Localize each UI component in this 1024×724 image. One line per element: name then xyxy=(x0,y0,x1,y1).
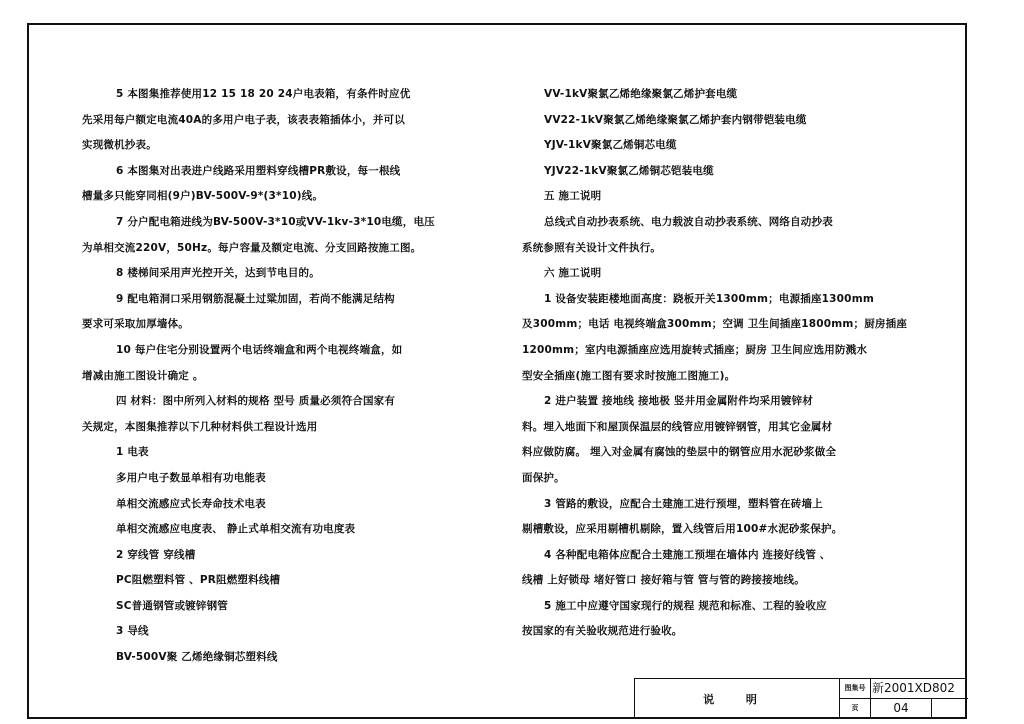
text-line: 实现微机抄表。 xyxy=(82,139,157,152)
text-line: 面保护。 xyxy=(522,471,565,484)
text-line: 线槽 上好锁母 堵好管口 接好箱与管 管与管的跨接接地线。 xyxy=(522,574,805,587)
text-line: 5 施工中应遵守国家现行的规程 规范和标准、工程的验收应 xyxy=(544,599,827,612)
text-line: 2 进户装置 接地线 接地极 竖井用金属附件均采用镀锌材 xyxy=(544,395,814,408)
text-line: 为单相交流220V，50Hz。每户容量及额定电流、分支回路按施工图。 xyxy=(82,241,422,254)
text-line: 总线式自动抄表系统、电力载波自动抄表系统、网络自动抄表 xyxy=(544,215,833,228)
text-line: 3 导线 xyxy=(116,625,149,638)
text-line: YJV-1kV聚氯乙烯铜芯电缆 xyxy=(544,139,677,152)
atlas-number-value: 新2001XD802 xyxy=(871,679,968,699)
text-line: VV22-1kV聚氯乙烯绝缘聚氯乙烯护套内钢带铠装电缆 xyxy=(544,113,807,126)
text-line: 增减由施工图设计确定 。 xyxy=(82,369,204,382)
title-block xyxy=(634,678,967,719)
text-line: 系统参照有关设计文件执行。 xyxy=(522,241,662,254)
text-line: 1 电表 xyxy=(116,446,149,459)
text-line: BV-500V聚 乙烯绝缘铜芯塑料线 xyxy=(116,651,278,664)
text-line: 4 各种配电箱体应配合土建施工预埋在墙体内 连接好线管 、 xyxy=(544,548,831,561)
text-line: 料。埋入地面下和屋顶保温层的线管应用镀锌钢管，用其它金属材 xyxy=(522,420,833,433)
text-line: PC阻燃塑料管 、PR阻燃塑料线槽 xyxy=(116,574,281,587)
text-line: 多用户电子数显单相有功电能表 xyxy=(116,471,266,484)
text-line: 2 穿线管 穿线槽 xyxy=(116,548,196,561)
text-line: 及300mm；电话 电视终端盒300mm；空调 卫生间插座1800mm；厨房插座 xyxy=(522,318,908,331)
text-line: 六 施工说明 xyxy=(544,267,602,280)
text-line: YJV22-1kV聚氯乙烯铜芯铠装电缆 xyxy=(544,164,714,177)
text-line: VV-1kV聚氯乙烯绝缘聚氯乙烯护套电缆 xyxy=(544,88,738,100)
text-line: 7 分户配电箱进线为BV-500V-3*10或VV-1kv-3*10电缆，电压 xyxy=(116,215,435,228)
text-line: 单相交流感应电度表、 静止式单相交流有功电度表 xyxy=(116,523,356,536)
text-line: 料应做防腐。 埋入对金属有腐蚀的垫层中的钢管应用水泥砂浆做全 xyxy=(522,446,837,459)
text-line: 10 每户住宅分别设置两个电话终端盒和两个电视终端盒，如 xyxy=(116,343,403,356)
atlas-number-label: 图集号 xyxy=(840,679,871,699)
text-line: 剔槽敷设，应采用剔槽机剔除，置入线管后用100#水泥砂浆保护。 xyxy=(522,523,843,536)
text-line: 9 配电箱洞口采用钢筋混凝土过粱加固，若尚不能满足结构 xyxy=(116,292,395,305)
text-line: 3 管路的敷设，应配合土建施工进行预埋，塑料管在砖墙上 xyxy=(544,497,823,510)
text-line: 6 本图集对出表进户线路采用塑料穿线槽PR敷设，每一根线 xyxy=(116,164,401,177)
text-line: SC普通钢管或镀锌钢管 xyxy=(116,599,228,612)
text-line: 先采用每户额定电流40A的多用户电子表，该表表箱插体小，并可以 xyxy=(82,113,405,126)
page-number-value: 04 xyxy=(871,699,932,718)
left-text-column xyxy=(82,82,502,671)
text-line: 按国家的有关验收规范进行验收。 xyxy=(522,625,683,638)
sheet-title: 说 明 xyxy=(635,679,840,718)
text-line: 8 楼梯间采用声光控开关，达到节电目的。 xyxy=(116,267,320,280)
text-line: 五 施工说明 xyxy=(544,190,602,203)
text-line: 单相交流感应式长寿命技术电表 xyxy=(116,497,266,510)
text-line: 要求可采取加厚墙体。 xyxy=(82,318,189,331)
text-line: 槽量多只能穿同相(9户)BV-500V-9*(3*10)线。 xyxy=(82,190,324,203)
text-line: 1200mm；室内电源插座应选用旋转式插座；厨房 卫生间应选用防溅水 xyxy=(522,343,868,356)
right-text-column xyxy=(522,82,962,645)
page-label: 页 xyxy=(840,699,871,718)
text-line: 1 设备安装距楼地面高度：跷板开关1300mm；电源插座1300mm xyxy=(544,292,874,305)
text-line: 型安全插座(施工图有要求时按施工图施工)。 xyxy=(522,369,736,382)
text-line: 四 材料：图中所列入材料的规格 型号 质量必须符合国家有 xyxy=(116,395,396,408)
text-line: 关规定，本图集推荐以下几种材料供工程设计选用 xyxy=(82,420,318,433)
text-line: 5 本图集推荐使用12 15 18 20 24户电表箱，有条件时应优 xyxy=(116,88,411,100)
